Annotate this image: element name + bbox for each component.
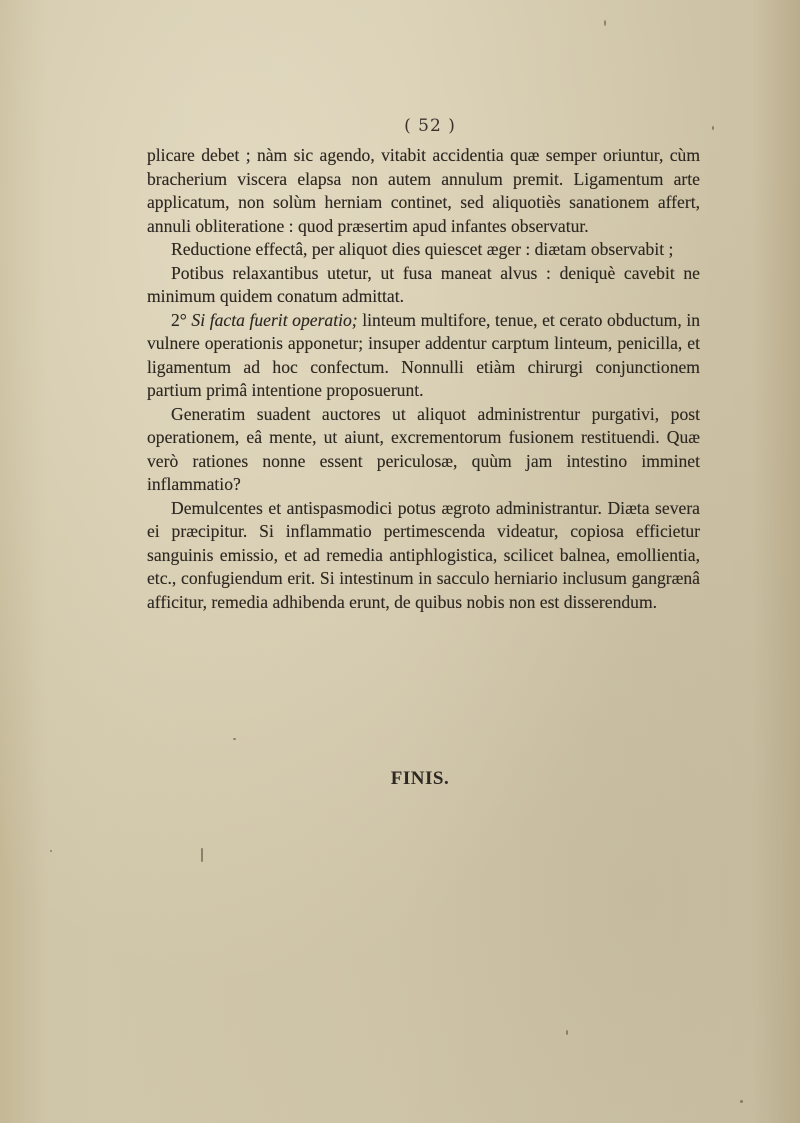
paragraph-6-text: Demulcentes et antispasmodici potus ægroto administrantur. Diæta severa ei præcipitur. Si inflammatio pertimescenda videatur, copiosa efficietur sanguinis emissio, et ad remedia antiphlogistica, scilicet balnea, emollientia, etc., confugiendum erit. Si intestinum in sacculo herniario inclusum gangrænâ afficitur, remedia adhibenda erunt, de quibus nobis non est disserendum. — [147, 497, 700, 612]
paper-speck — [566, 1030, 568, 1035]
paragraph-5 — [147, 403, 700, 497]
paper-speck — [712, 126, 714, 130]
body-text — [147, 144, 700, 614]
page-number: ( 52 ) — [404, 116, 456, 136]
paragraph-1-text: plicare debet ; nàm sic agendo, vitabit accidentia quæ semper oriuntur, cùm bracherium viscera elapsa non autem annulum premit. Ligamentum arte applicatum, non solùm herniam continet, sed aliquotiès sanationem affert, annuli obliteratione : quod præsertim apud infantes observatur. — [147, 145, 700, 236]
paragraph-5-text: Generatim suadent auctores ut aliquot administrentur purgativi, post operationem, eâ mente, ut aiunt, excrementorum fusionem restituendi. Quæ verò rationes nonne essent periculosæ, quùm jam intestino imminet inflammatio? — [147, 403, 700, 494]
paragraph-4-lead: 2° — [171, 309, 192, 330]
paragraph-1 — [147, 144, 700, 238]
paragraph-4 — [147, 309, 700, 403]
paper-speck — [201, 848, 203, 862]
paper-speck — [50, 850, 52, 852]
paragraph-2 — [147, 238, 700, 262]
paper-speck — [740, 1100, 743, 1103]
paper-speck — [604, 20, 606, 26]
paragraph-2-text: Reductione effectâ, per aliquot dies quiescet æger : diætam observabit ; — [171, 239, 674, 259]
paragraph-3-text: Potibus relaxantibus utetur, ut fusa maneat alvus : deniquè cavebit ne minimum quidem conatum admittat. — [147, 262, 700, 306]
paragraph-6 — [147, 497, 700, 615]
paper-speck — [233, 738, 236, 740]
paragraph-4-italic-heading: Si facta fuerit operatio; — [191, 309, 358, 330]
paragraph-4-text: linteum multifore, tenue, et cerato obductum, in vulnere operationis apponetur; insuper addentur carptum linteum, penicilla, et ligamentum ad hoc confectum. Nonnulli etiàm chirurgi conjunctionem partium primâ intentione proposuerunt. — [147, 309, 701, 400]
closing-finis: FINIS. — [390, 768, 450, 789]
paragraph-3 — [147, 262, 700, 309]
